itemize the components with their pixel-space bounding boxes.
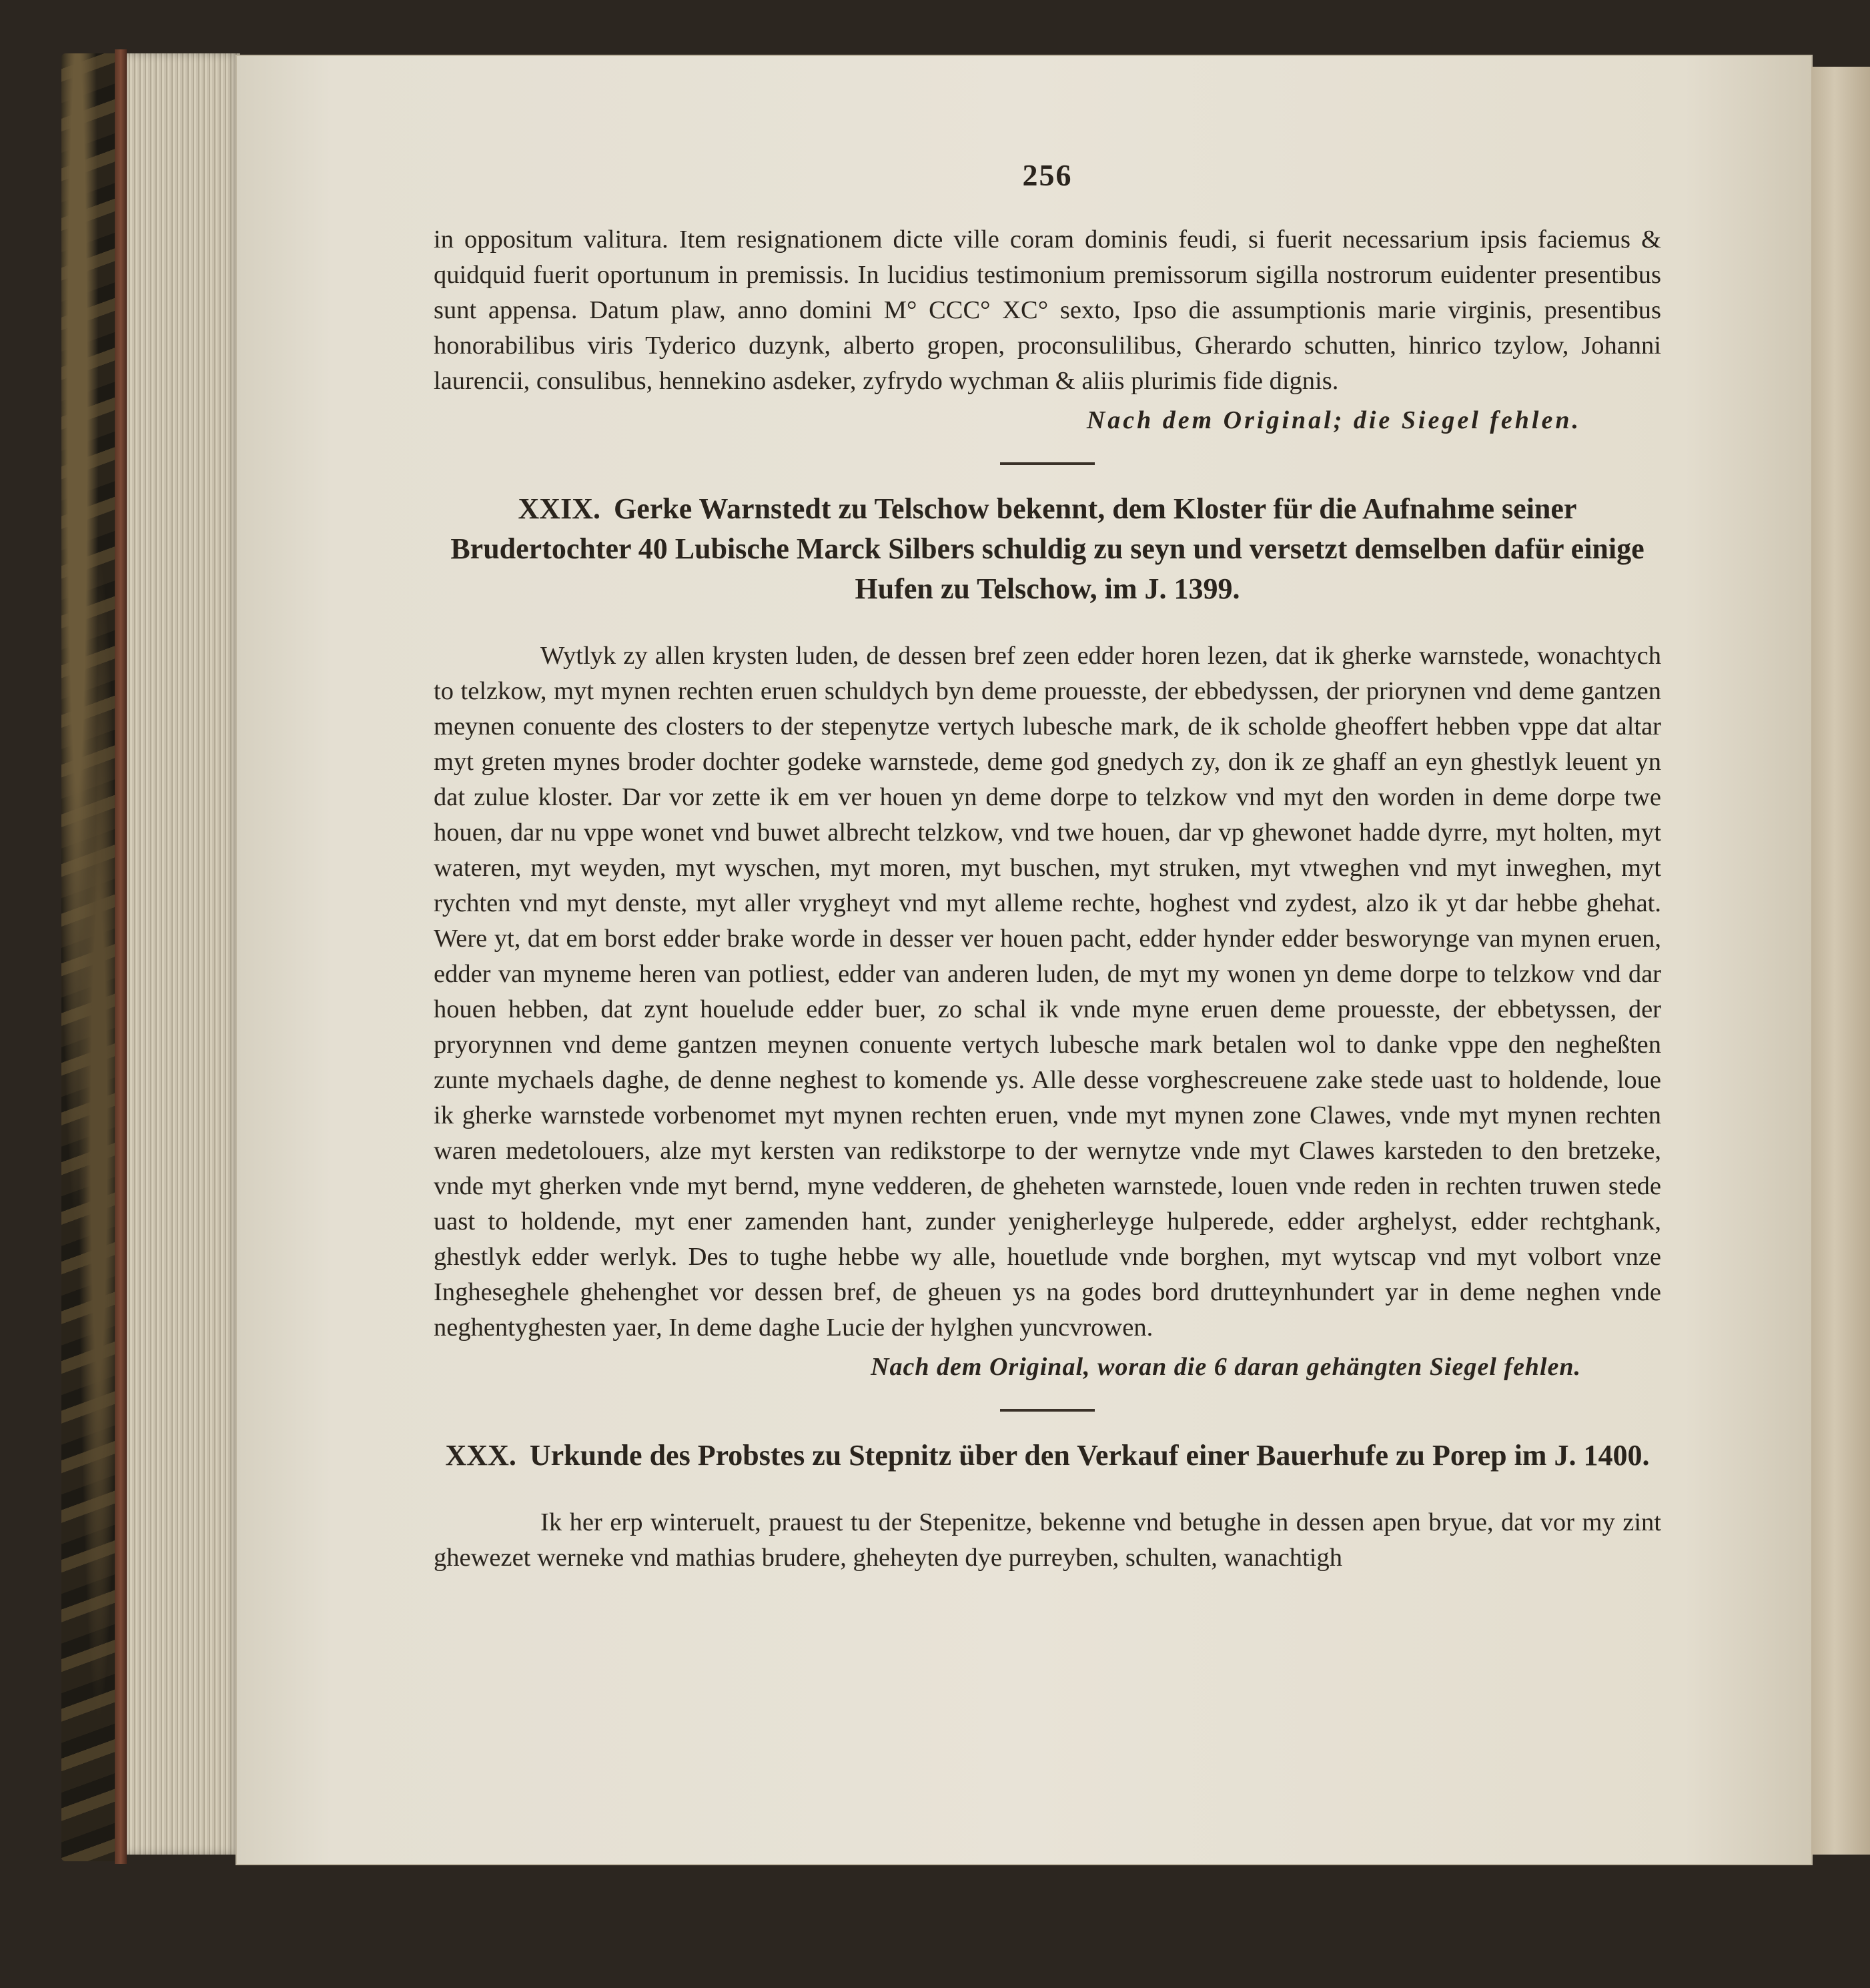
section-divider <box>1000 1409 1095 1412</box>
section-29-heading <box>434 489 1661 609</box>
section-28-source: Nach dem Original; die Siegel fehlen. <box>1086 406 1581 434</box>
section-29-title: Gerke Warnstedt zu Telschow bekennt, dem Kloster für die Aufnahme seiner Brudertochter 40 Lubische Marck Silbers schuldig zu seyn und versetzt demselben dafür einige Hufen zu Telschow, im J. 1399. <box>450 492 1645 605</box>
section-29-body: Wytlyk zy allen krysten luden, de dessen bref zeen edder horen lezen, dat ik gherke warnstede, wonachtych to telzkow, myt mynen rechten eruen schuldych byn deme prouesste, der ebbedyssen, der priorynen vnd deme gantzen meynen conuente des closters to der stepenytze vertych lubesche mark, de ik scholde gheoffert hebben vppe dat altar myt greten mynes broder dochter godeke warnstede, deme god gnedych zy, don ik ze ghaff an eyn ghestlyk leuent yn dat zulue kloster. Dar vor zette ik em ver houen yn deme dorpe to telzkow vnd myt den worden in deme dorpe twe houen, dar nu vppe wonet vnd buwet albrecht telzkow, vnd twe houen, dar vp ghewonet hadde dyrre, myt holten, myt wateren, myt weyden, myt wyschen, myt moren, myt buschen, myt struken, myt vtweghen vnd myt inweghen, myt rychten vnd myt denste, myt aller vrygheyt vnd myt alleme rechte, hoghest vnd zydest, alzo ik yt dar hebbe ghehat. Were yt, dat em borst edder brake worde in desser ver houen pacht, edder hynder edder besworynge van mynen eruen, edder van myneme heren van potliest, edder van anderen luden, de myt my wonen yn deme dorpe to telzkow vnd dar houen hebben, dat zynt houelude edder buer, zo schal ik vnde myne eruen deme prouesste, der ebbetyssen, der pryorynnen vnd deme gantzen meynen conuente vertych lubesche mark betalen wol to danke vppe den negheßten zunte mychaels daghe, de denne neghest to komende ys. Alle desse vorghescreuene zake stede uast to holdende, loue ik gherke warnstede vorbenomet myt mynen rechten eruen, vnde myt mynen zone Clawes, vnde myt mynen rechten waren medetolouers, alze myt kersten van redikstorpe to der wernytze vnde myt Clawes karsteden to den bretzeke, vnde myt gherken vnde myt bernd, myne vedderen, de gheheten warnstede, louen vnde reden in rechten truwen stede uast to holdende, myt ener zamenden hant, zunder yenigherleyge hulperede, edder arghelyst, edder rechtghank, ghestlyk edder werlyk. Des to tughe hebbe wy alle, houetlude vnde borghen, myt wytscap vnd myt volbort vnze Ingheseghele ghehenghet vor dessen bref, de gheuen ys na godes bord drutteynhundert yar in deme neghen vnde neghentyghesten yaer, In deme daghe Lucie der hylghen yuncvrowen. <box>434 642 1661 1342</box>
leather-spine <box>115 49 127 1864</box>
section-28-text: in oppositum valitura. Item resignationem dicte ville coram dominis feudi, si fuerit necessarium ipsis faciemus & quidquid fuerit oportunum in premissis. In lucidius testimonium premissorum sigilla nostrorum euidenter presentibus sunt appensa. Datum plaw, anno domini M° CCC° XC° sexto, Ipso die assumptionis marie virginis, presentibus honorabilibus viris Tyderico duzynk, alberto gropen, proconsulilibus, Gherardo schutten, hinrico tzylow, Johanni laurencii, consulibus, hennekino asdeker, zyfrydo wychman & aliis plurimis fide dignis. <box>434 225 1661 395</box>
section-30-heading <box>434 1436 1661 1476</box>
section-30-number: XXX. <box>445 1439 516 1472</box>
section-divider <box>1000 462 1095 465</box>
page-number: 256 <box>1022 158 1073 192</box>
section-30-title: Urkunde des Probstes zu Stepnitz über den Verkauf einer Bauerhufe zu Porep im J. 1400. <box>529 1439 1650 1472</box>
page-edges <box>127 53 240 1855</box>
section-29-source: Nach dem Original, woran die 6 daran gehängten Siegel fehlen. <box>871 1353 1581 1381</box>
facing-page-edge <box>1811 67 1870 1855</box>
section-30-body: Ik her erp winteruelt, prauest tu der Stepenitze, bekenne vnd betughe in dessen apen bryue, dat vor my zint ghewezet werneke vnd mathias brudere, gheheyten dye purreyben, schulten, wanachtigh <box>434 1508 1661 1572</box>
page-content <box>434 147 1661 1576</box>
section-29-number: XXIX. <box>518 492 600 525</box>
marbled-cover <box>61 53 115 1861</box>
